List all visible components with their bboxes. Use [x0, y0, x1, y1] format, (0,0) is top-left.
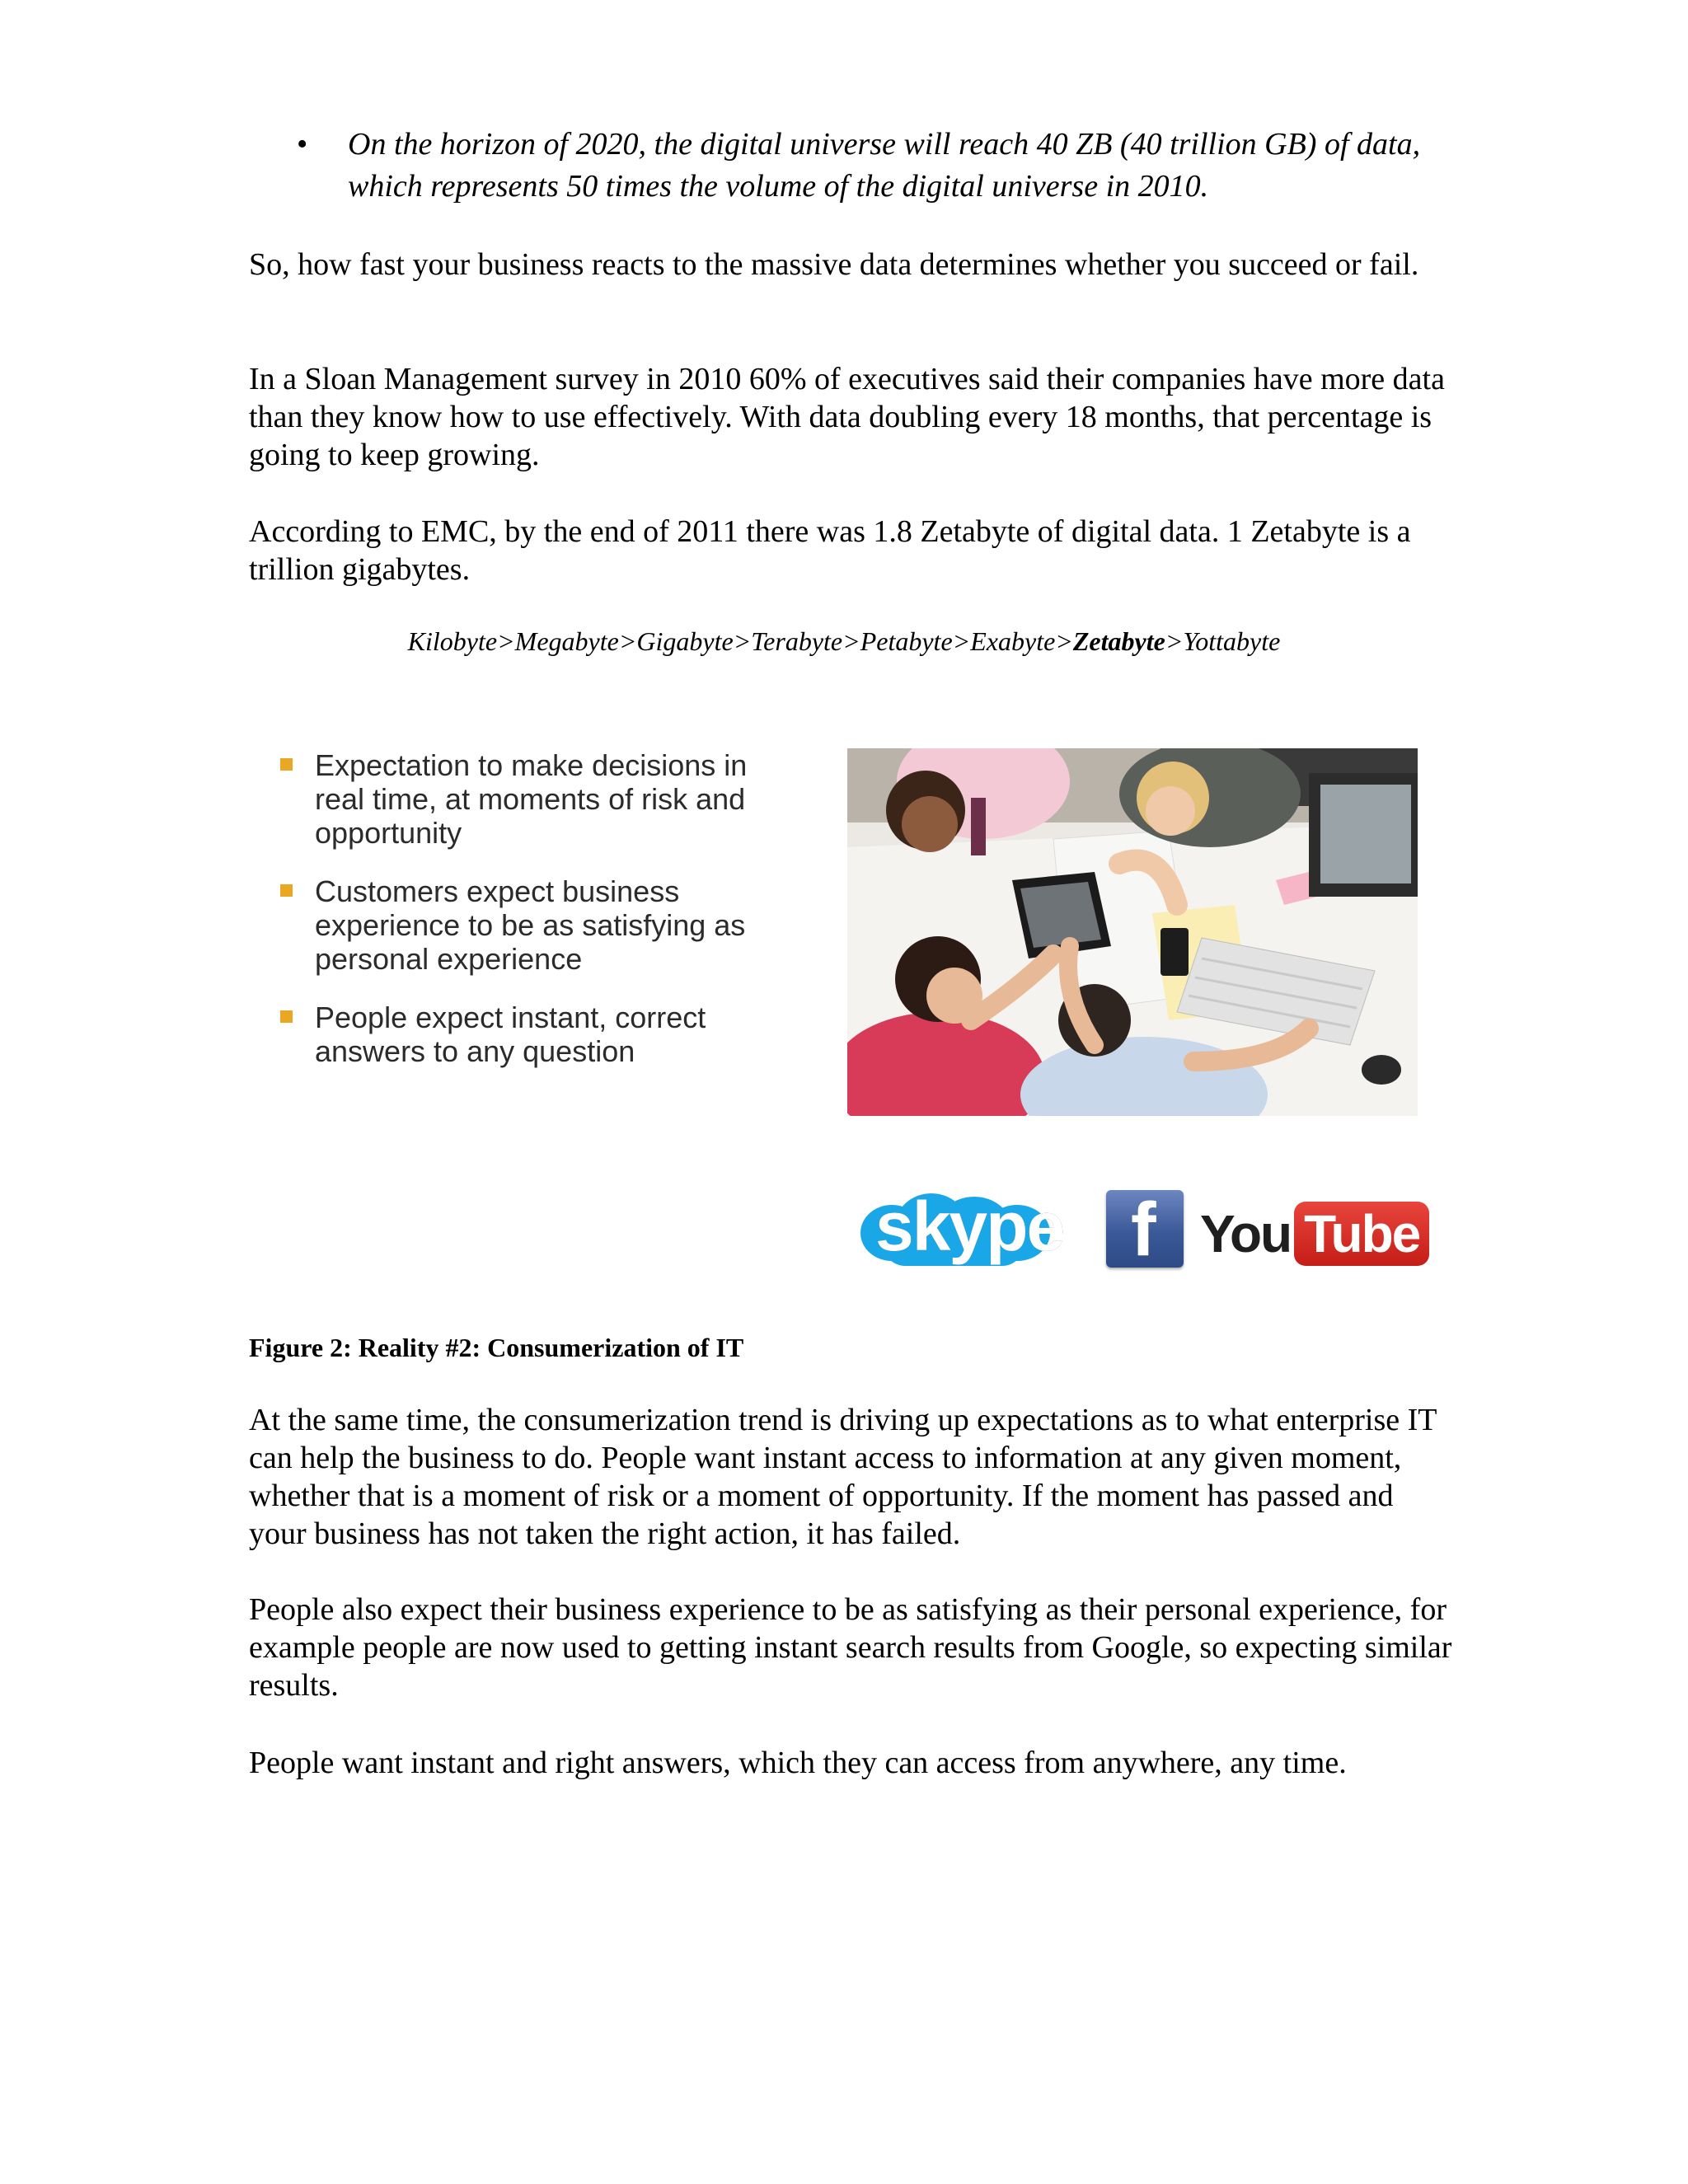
units-highlight: Zetabyte — [1072, 626, 1165, 656]
paragraph-sloan-survey: In a Sloan Management survey in 2010 60% of executives said their companies have more data than they know how to use effectively. With data doubling every 18 months, that percentage is going to keep growing. — [249, 362, 1445, 472]
skype-logo — [859, 1187, 1064, 1277]
youtube-tube-text: Tube — [1294, 1202, 1429, 1266]
consumer-logos — [859, 1187, 1420, 1286]
bullet-square-icon — [280, 758, 293, 771]
slide-bullet-text: Customers expect business experience to be as satisfying as personal experience — [315, 874, 746, 976]
bullet-text: On the horizon of 2020, the digital universe will reach 40 ZB (40 trillion GB) of data, which represents 50 times the volume of the digital universe in 2010. — [348, 127, 1421, 204]
slide-bullet — [277, 1001, 771, 1068]
facebook-f-icon: f — [1131, 1188, 1156, 1272]
paragraph-emc-zetabyte: According to EMC, by the end of 2011 there was 1.8 Zetabyte of digital data. 1 Zetabyte is a trillion gigabytes. — [249, 514, 1411, 587]
slide-bullet-text: People expect instant, correct answers to any question — [315, 1001, 706, 1068]
slide-bullet — [277, 748, 771, 850]
skype-wordmark: skype — [875, 1188, 1064, 1265]
slide-bullet-list — [277, 748, 771, 1093]
units-before: Kilobyte>Megabyte>Gigabyte>Terabyte>Petabyte>Exabyte> — [407, 626, 1073, 656]
units-after: >Yottabyte — [1165, 626, 1281, 656]
data-units-scale — [0, 625, 1688, 658]
bullet-dot — [297, 124, 348, 166]
paragraph-instant-answers: People want instant and right answers, which they can access from anywhere, any time. — [249, 1746, 1347, 1780]
youtube-you-text: You — [1200, 1204, 1292, 1263]
paragraph-consumerization: At the same time, the consumerization trend is driving up expectations as to what enterprise IT can help the business to do. People want instant access to information at any given moment, whether that is a moment of risk or a moment of opportunity. If the moment has passed and your business has not taken the right action, it has failed. — [249, 1403, 1437, 1551]
figure-slide — [247, 725, 1451, 1319]
office-team-photo-illustration — [847, 748, 1418, 1116]
italic-bullet-item — [297, 124, 1451, 208]
facebook-logo — [1106, 1188, 1184, 1272]
paragraph-reaction-speed: So, how fast your business reacts to the massive data determines whether you succeed or fail. — [249, 247, 1419, 282]
slide-bullet — [277, 874, 771, 976]
bullet-square-icon — [280, 884, 293, 897]
youtube-logo — [1200, 1197, 1429, 1271]
bullet-square-icon — [280, 1010, 293, 1023]
figure-caption: Figure 2: Reality #2: Consumerization of IT — [249, 1333, 744, 1362]
paragraph-business-experience: People also expect their business experience to be as satisfying as their personal experience, for example people are now used to getting instant search results from Google, so expecting similar results. — [249, 1592, 1452, 1703]
slide-bullet-text: Expectation to make decisions in real time, at moments of risk and opportunity — [315, 748, 748, 850]
office-team-photo — [847, 748, 1418, 1116]
